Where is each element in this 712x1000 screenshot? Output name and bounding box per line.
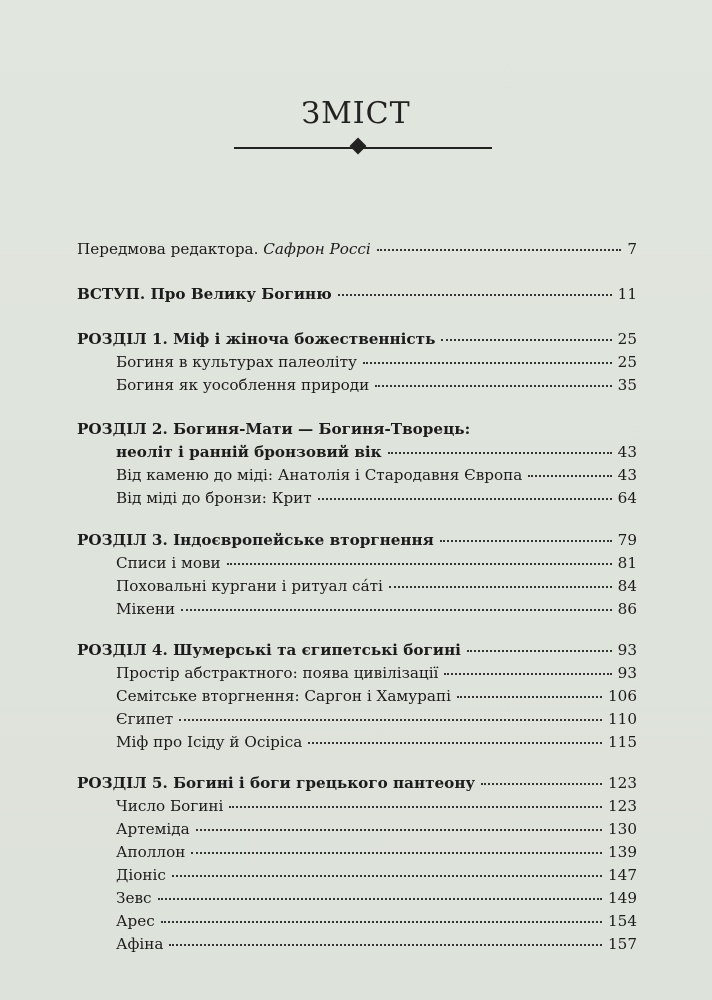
page-number: 84 (617, 577, 637, 595)
page-number: 93 (617, 641, 637, 659)
entry-title: Артеміда (116, 820, 190, 838)
entry-title: Зевс (116, 889, 152, 907)
page-number: 106 (608, 687, 637, 705)
page-number: 11 (617, 285, 637, 303)
leader-dots (169, 943, 602, 946)
entry-title: Списи і мови (116, 554, 221, 572)
entry-title: Міф про Ісіду й Осіріса (116, 733, 303, 751)
leader-dots (191, 851, 602, 854)
page-number: 93 (617, 664, 637, 682)
entry-title: Передмова редактора. (77, 240, 264, 258)
leader-dots (227, 562, 612, 565)
page-number: 25 (617, 330, 637, 348)
toc-entry-chapter-4[interactable] (77, 640, 637, 660)
page-number: 157 (608, 935, 637, 953)
leader-dots (481, 782, 602, 785)
toc-subentry[interactable] (116, 553, 637, 573)
leader-dots (440, 539, 612, 542)
leader-dots (158, 897, 602, 900)
toc-subentry[interactable] (116, 663, 637, 683)
toc-entry-chapter-3[interactable] (77, 530, 637, 550)
toc-subentry[interactable] (116, 796, 637, 816)
entry-title: РОЗДІЛ 3. Індоєвропейське вторгнення (77, 531, 434, 549)
entry-title: Богиня як уособлення природи (116, 376, 370, 394)
leader-dots (363, 361, 612, 364)
leader-dots (172, 874, 602, 877)
leader-dots (389, 585, 612, 588)
entry-title: Аполлон (116, 843, 186, 861)
page-number: 79 (617, 531, 637, 549)
page-title: ЗМІСТ (301, 96, 411, 131)
entry-title: Мікени (116, 600, 176, 618)
entry-title: Від міді до бронзи: Крит (116, 489, 312, 507)
page-number: 86 (617, 600, 637, 618)
toc-subentry[interactable] (116, 934, 637, 954)
page-number: 123 (608, 774, 637, 792)
entry-title: РОЗДІЛ 1. Міф і жіноча божественність (77, 330, 436, 348)
toc-subentry[interactable] (116, 576, 637, 596)
toc-entry-chapter-2[interactable] (116, 442, 637, 462)
toc-subentry[interactable] (116, 732, 637, 752)
entry-title: Простір абстрактного: поява цивілізації (116, 664, 439, 682)
toc-subentry[interactable] (116, 842, 637, 862)
entry-title: неоліт і ранній бронзовий вік (116, 443, 382, 461)
leader-dots (161, 920, 602, 923)
leader-dots (229, 805, 602, 808)
page-number: 43 (617, 466, 637, 484)
page-number: 130 (608, 820, 637, 838)
leader-dots (457, 695, 602, 698)
toc-subentry[interactable] (116, 465, 637, 485)
entry-title: Число Богині (116, 797, 224, 815)
page-number: 123 (608, 797, 637, 815)
toc-subentry[interactable] (116, 375, 637, 395)
page-number: 25 (617, 353, 637, 371)
page-number: 154 (608, 912, 637, 930)
entry-title: Від каменю до міді: Анатолія і Стародавня Європа (116, 466, 523, 484)
toc-subentry[interactable] (116, 686, 637, 706)
toc-subentry[interactable] (116, 709, 637, 729)
leader-dots (196, 828, 602, 831)
toc-subentry[interactable] (116, 488, 637, 508)
leader-dots (375, 384, 611, 387)
toc-subentry[interactable] (116, 819, 637, 839)
toc-entry-chapter-5[interactable] (77, 773, 637, 793)
leader-dots (388, 451, 612, 454)
toc-entry-preface[interactable] (77, 239, 637, 259)
toc-entry-chapter-2-line1[interactable]: РОЗДІЛ 2. Богиня-Мати — Богиня-Творець: (77, 420, 471, 438)
leader-dots (338, 293, 612, 296)
toc-entry-intro[interactable] (77, 284, 637, 304)
leader-dots (377, 248, 622, 251)
page-number: 110 (608, 710, 637, 728)
entry-title: РОЗДІЛ 4. Шумерські та єгипетські богині (77, 641, 461, 659)
entry-title: Діоніс (116, 866, 166, 884)
entry-title: РОЗДІЛ 5. Богині і боги грецького пантеону (77, 774, 476, 792)
toc-subentry[interactable] (116, 599, 637, 619)
page-number: 147 (608, 866, 637, 884)
entry-title: Афіна (116, 935, 164, 953)
page-number: 64 (617, 489, 637, 507)
entry-title: Арес (116, 912, 155, 930)
toc-subentry[interactable] (116, 865, 637, 885)
entry-author: Сафрон Россі (263, 240, 371, 258)
leader-dots (181, 608, 612, 611)
entry-title: Поховальні кургани і ритуал са́ті (116, 577, 383, 595)
leader-dots (179, 718, 602, 721)
page-number: 139 (608, 843, 637, 861)
leader-dots (444, 672, 611, 675)
toc-subentry[interactable] (116, 888, 637, 908)
toc-entry-chapter-1[interactable] (77, 329, 637, 349)
entry-title: Семітське вторгнення: Саргон і Хамурапі (116, 687, 451, 705)
entry-title: Єгипет (116, 710, 174, 728)
leader-dots (318, 497, 612, 500)
leader-dots (441, 338, 611, 341)
page-number: 81 (617, 554, 637, 572)
page-number: 43 (617, 443, 637, 461)
leader-dots (528, 474, 611, 477)
page-number: 149 (608, 889, 637, 907)
entry-title: Богиня в культурах палеоліту (116, 353, 357, 371)
leader-dots (467, 649, 612, 652)
leader-dots (308, 741, 602, 744)
page-number: 7 (627, 240, 637, 258)
page-number: 115 (608, 733, 637, 751)
entry-title: ВСТУП. Про Велику Богиню (77, 285, 332, 303)
page-number: 35 (617, 376, 637, 394)
toc-subentry[interactable] (116, 911, 637, 931)
toc-subentry[interactable] (116, 352, 637, 372)
